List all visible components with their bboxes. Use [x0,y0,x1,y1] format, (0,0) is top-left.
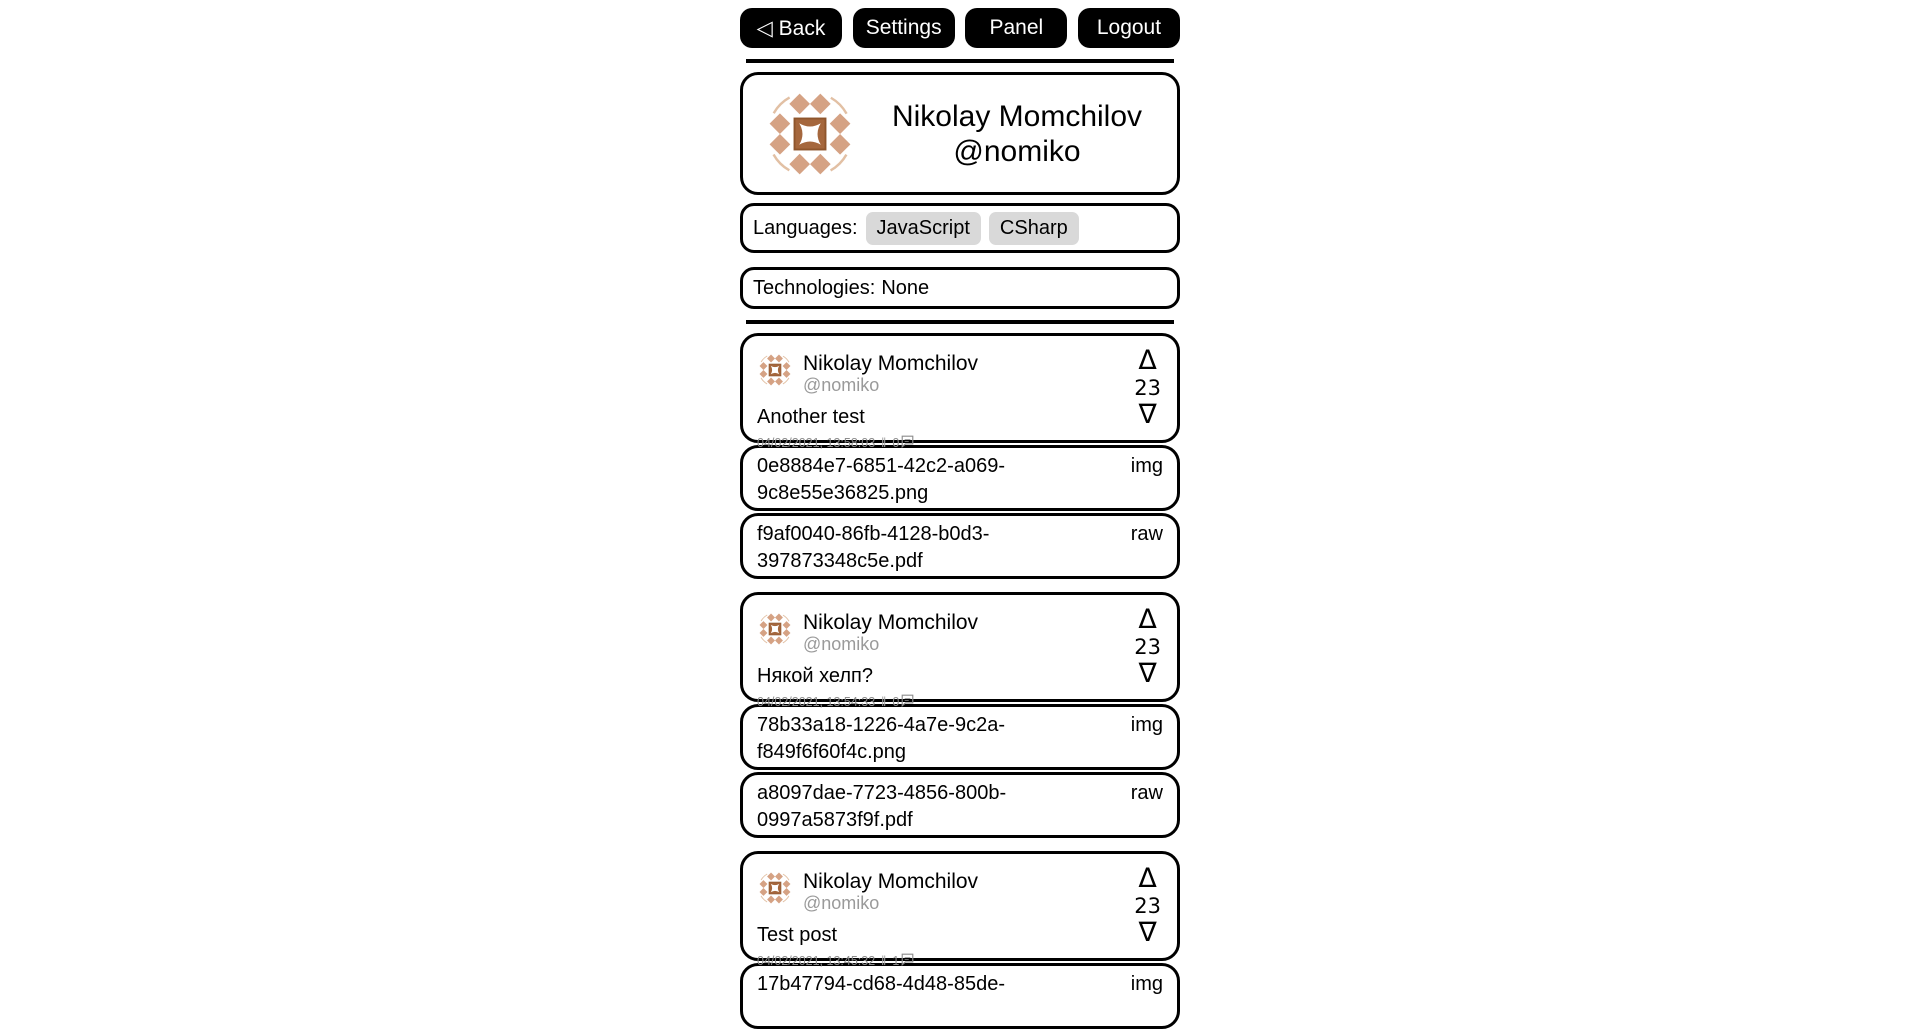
profile-avatar [763,87,857,181]
vote-count: 23 [1134,894,1161,918]
meta-separator: ‖ [881,436,887,450]
downvote-button[interactable]: ∇ [1138,399,1157,430]
upvote-button[interactable]: Δ [1138,863,1157,894]
post [740,851,1180,1029]
vote-controls [1134,865,1161,947]
post-author-handle: @nomiko [803,634,880,654]
languages-card [740,203,1180,253]
post-author-name: Nikolay Momchilov [803,352,979,375]
post-author-row [757,870,1097,913]
attachment-row[interactable] [740,445,1180,511]
upvote-button[interactable]: Δ [1138,345,1157,376]
identicon-avatar-graphic [757,352,793,388]
main-column [740,0,1180,1029]
language-badge-csharp: CSharp [989,212,1079,245]
posts-list [740,333,1180,1029]
post-card[interactable] [740,333,1180,450]
comment-bubble-icon [901,694,914,710]
post-author-name: Nikolay Momchilov [803,611,979,634]
post-meta [757,953,1097,969]
post-card[interactable] [740,592,1180,709]
post-comments [892,953,914,969]
technologies-card [740,267,1180,309]
post-author-avatar [757,611,793,647]
post-author-row [757,352,1097,395]
identicon-avatar-graphic [763,87,857,181]
post-author-name: Nikolay Momchilov [803,870,979,893]
post-meta [757,435,1097,451]
profile-names [857,99,1177,169]
back-button[interactable]: ◁ Back [740,8,842,48]
attachment-row[interactable] [740,963,1180,1029]
languages-label: Languages: [753,216,858,239]
vote-count: 23 [1134,635,1161,659]
settings-button[interactable]: Settings [853,8,955,48]
post [740,333,1180,579]
attachment-filename: 78b33a18-1226-4a7e-9c2a-f849f6f60f4c.png [757,714,1005,763]
post-timestamp: 04/02/2021, 13:54:33 [757,695,876,709]
attachment-type-badge: img [1130,455,1163,477]
logout-button[interactable]: Logout [1078,8,1180,48]
post-meta [757,694,1097,710]
attachment-type-badge: img [1130,973,1163,995]
post-card[interactable] [740,851,1180,968]
top-navigation [740,0,1180,48]
attachments [740,445,1180,579]
post-comments [892,694,914,710]
attachment-filename: a8097dae-7723-4856-800b-0997a5873f9f.pdf [757,782,1007,831]
post-timestamp: 04/02/2021, 13:45:32 [757,954,876,968]
vote-controls [1134,606,1161,688]
post-author-avatar [757,870,793,906]
attachment-row[interactable] [740,513,1180,579]
attachment-filename: 0e8884e7-6851-42c2-a069-9c8e55e36825.png [757,455,1005,504]
attachment-row[interactable] [740,704,1180,770]
comment-bubble-icon [901,953,914,969]
attachment-filename: f9af0040-86fb-4128-b0d3-397873348c5e.pdf [757,523,990,572]
vote-controls [1134,347,1161,429]
vote-count: 23 [1134,376,1161,400]
language-badge-javascript: JavaScript [866,212,981,245]
post-title: Някой хелп? [757,665,873,687]
identicon-avatar-graphic [757,870,793,906]
attachment-type-badge: raw [1130,523,1163,545]
downvote-button[interactable]: ∇ [1138,917,1157,948]
post-author-handle: @nomiko [803,893,880,913]
profile-handle: @nomiko [953,134,1081,168]
comment-count-value: 1 [892,954,900,968]
post-title: Test post [757,924,838,946]
profile-name: Nikolay Momchilov [891,99,1143,133]
technologies-label: Technologies: [753,276,876,299]
meta-separator: ‖ [881,954,887,968]
panel-button[interactable]: Panel [965,8,1067,48]
comment-count-value: 0 [892,436,900,450]
separator-rule-top [746,59,1174,63]
post-timestamp: 04/02/2021, 13:58:03 [757,436,876,450]
comment-count-value: 0 [892,695,900,709]
comment-bubble-icon [901,435,914,451]
attachment-row[interactable] [740,772,1180,838]
post-author-handle: @nomiko [803,375,880,395]
identicon-avatar-graphic [757,611,793,647]
post-author-avatar [757,352,793,388]
technologies-value: None [881,276,930,299]
attachment-type-badge: raw [1130,782,1163,804]
post-comments [892,435,914,451]
upvote-button[interactable]: Δ [1138,604,1157,635]
profile-card [740,72,1180,195]
separator-rule-posts [746,320,1174,324]
post-author-row [757,611,1097,654]
downvote-button[interactable]: ∇ [1138,658,1157,689]
post-title: Another test [757,406,865,428]
meta-separator: ‖ [881,695,887,709]
attachment-filename: 17b47794-cd68-4d48-85de- [757,973,1005,995]
attachments [740,963,1180,1029]
post [740,592,1180,838]
attachment-type-badge: img [1130,714,1163,736]
attachments [740,704,1180,838]
